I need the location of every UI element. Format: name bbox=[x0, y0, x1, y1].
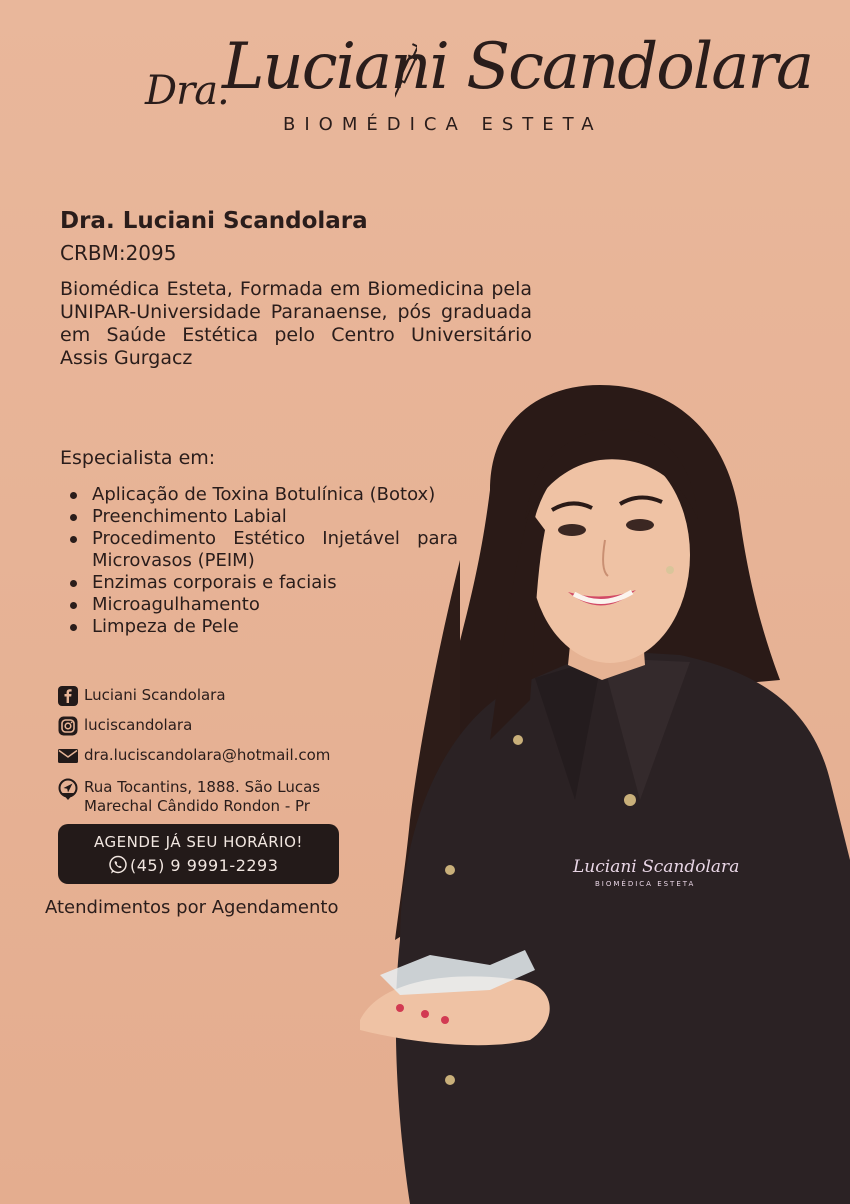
facebook-handle: Luciani Scandolara bbox=[84, 686, 226, 704]
list-item: Microagulhamento bbox=[68, 594, 458, 616]
facebook-icon bbox=[58, 686, 78, 706]
uniform-logo-subtitle: BIOMÉDICA ESTETA bbox=[595, 880, 696, 888]
mail-icon bbox=[58, 746, 78, 766]
brand-logo bbox=[0, 30, 850, 140]
syringe-icon bbox=[395, 42, 417, 102]
instagram-handle: luciscandolara bbox=[84, 716, 193, 734]
email-address: dra.luciscandolara@hotmail.com bbox=[84, 746, 331, 764]
doctor-portrait bbox=[340, 380, 850, 1204]
schedule-cta-button[interactable] bbox=[58, 824, 339, 884]
list-item: Aplicação de Toxina Botulínica (Botox) bbox=[68, 484, 458, 506]
appointments-note: Atendimentos por Agendamento bbox=[45, 897, 339, 918]
facebook-contact[interactable] bbox=[58, 686, 226, 706]
list-item: Limpeza de Pele bbox=[68, 616, 458, 638]
cta-phone: (45) 9 9991-2293 bbox=[130, 855, 279, 875]
location-pin-icon bbox=[58, 778, 78, 802]
specialties-title: Especialista em: bbox=[60, 447, 216, 469]
address-contact[interactable] bbox=[58, 778, 320, 816]
list-item: Procedimento Estético Injetável para Microvasos (PEIM) bbox=[68, 528, 458, 572]
address-text bbox=[84, 778, 320, 816]
email-contact[interactable] bbox=[58, 746, 330, 766]
doctor-name: Dra. Luciani Scandolara bbox=[60, 208, 368, 234]
bio-text: Biomédica Esteta, Formada em Biomedicina pela UNIPAR-Universidade Paranaense, pós graduada em Saúde Estética pelo Centro Universitário Assis Gurgacz bbox=[60, 278, 532, 369]
whatsapp-icon bbox=[108, 855, 128, 875]
list-item: Preenchimento Labial bbox=[68, 506, 458, 528]
instagram-contact[interactable] bbox=[58, 716, 192, 736]
address-line-2: Marechal Cândido Rondon - Pr bbox=[84, 797, 310, 815]
uniform-logo-name: Luciani Scandolara bbox=[573, 857, 740, 877]
cta-title: AGENDE JÁ SEU HORÁRIO! bbox=[94, 833, 303, 851]
address-line-1: Rua Tocantins, 1888. São Lucas bbox=[84, 778, 321, 796]
list-item: Enzimas corporais e faciais bbox=[68, 572, 458, 594]
logo-prefix: Dra. bbox=[145, 68, 229, 114]
logo-subtitle: BIOMÉDICA ESTETA bbox=[283, 114, 603, 135]
logo-name: Luciani Scandolara bbox=[222, 30, 813, 104]
cta-phone-row bbox=[108, 855, 278, 875]
registration-number: CRBM:2095 bbox=[60, 241, 177, 265]
instagram-icon bbox=[58, 716, 78, 736]
